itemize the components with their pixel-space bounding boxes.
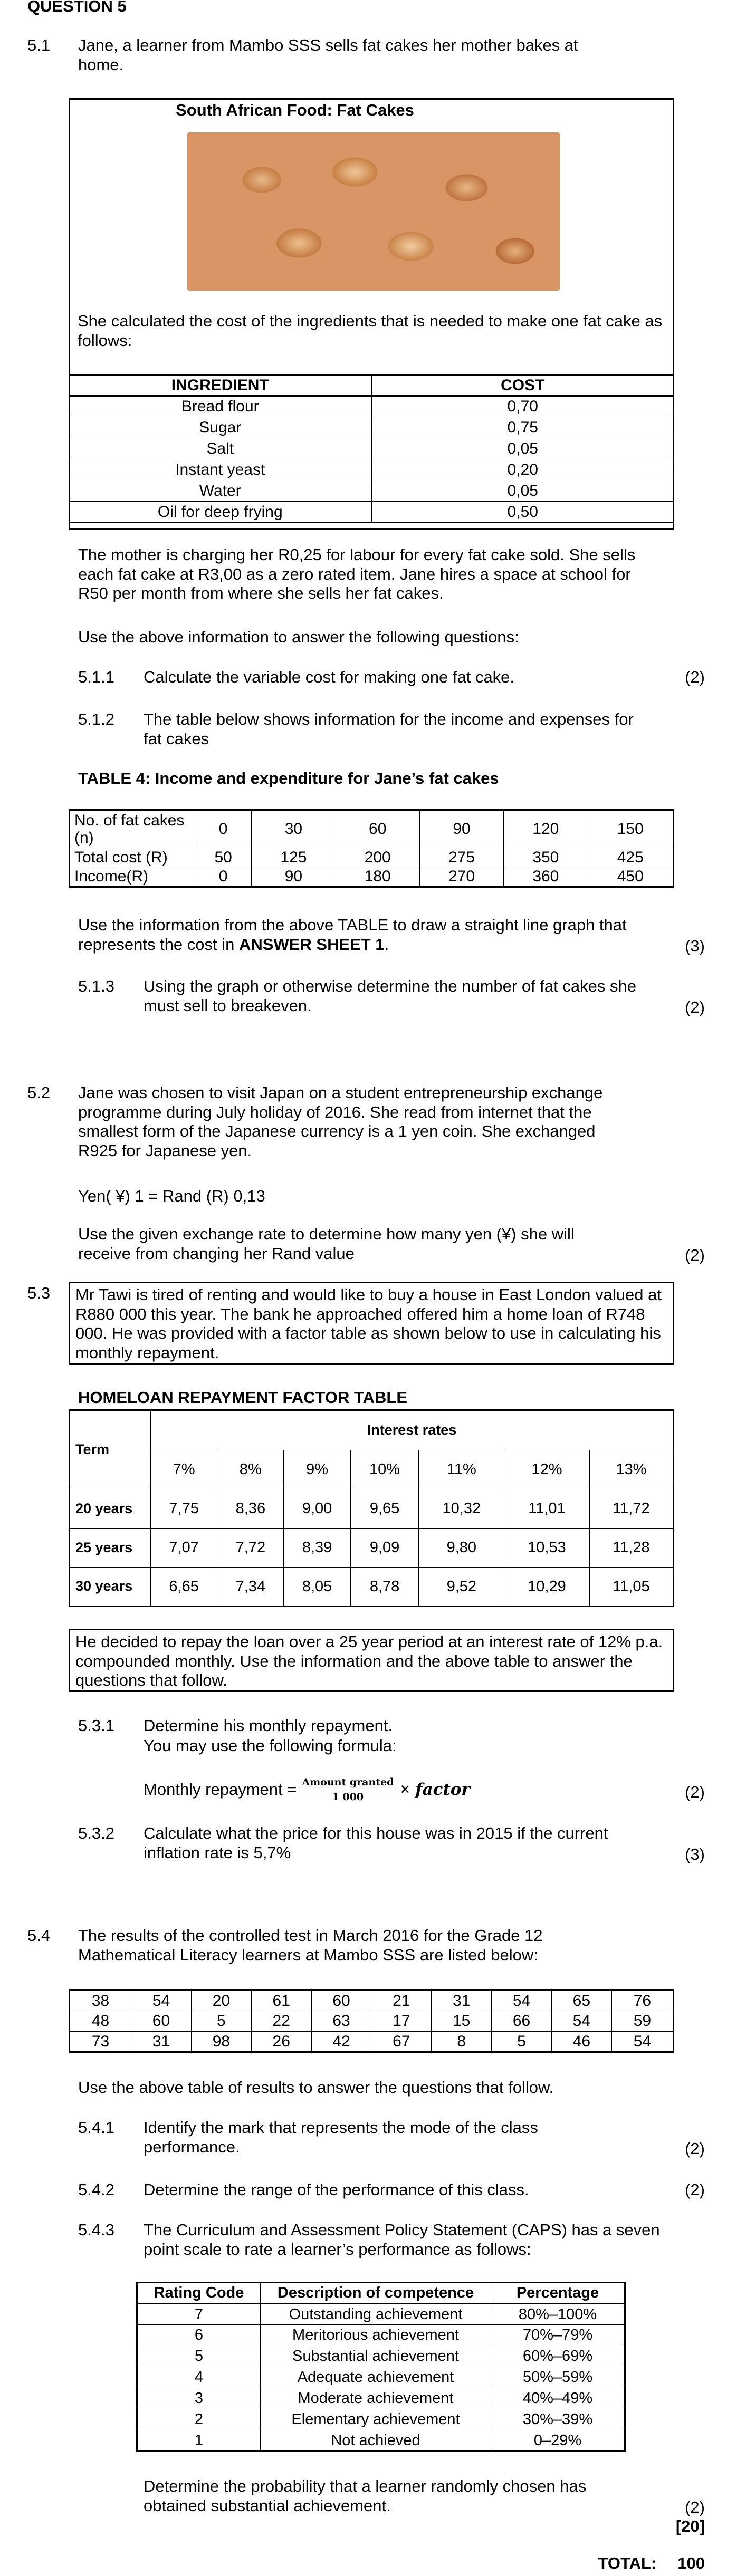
caps-code: 7 — [137, 2304, 261, 2325]
exchange-rate: Yen( ¥) 1 = Rand (R) 0,13 — [78, 1187, 265, 1205]
caps-percentage: 60%–69% — [491, 2346, 625, 2367]
result-cell: 73 — [70, 2032, 131, 2052]
caps-header: Percentage — [491, 2283, 625, 2304]
result-cell: 31 — [131, 2032, 192, 2052]
homeloan-factor-table — [69, 1409, 674, 1607]
factor-cell: 10,32 — [419, 1489, 504, 1529]
caps-description: Moderate achievement — [261, 2388, 491, 2409]
q5-4-2-number: 5.4.2 — [78, 2180, 114, 2199]
q5-4-2-mark: (2) — [685, 2180, 705, 2199]
formula-factor: factor — [415, 1780, 470, 1799]
factor-cell: 7,72 — [217, 1529, 284, 1568]
ingredient-name: Water — [69, 480, 372, 502]
caps-header: Description of competence — [261, 2283, 491, 2304]
result-cell: 76 — [611, 1991, 673, 2011]
caps-code: 2 — [137, 2409, 261, 2430]
q5-4-instruction: Use the above table of results to answer the questions that follow. — [78, 2078, 554, 2097]
ingredient-name: Oil for deep frying — [69, 502, 372, 523]
q5-1-number: 5.1 — [27, 36, 51, 54]
q5-1-3-number: 5.1.3 — [78, 977, 114, 995]
ingredient-cost: 0,50 — [371, 502, 674, 523]
result-cell: 65 — [551, 1991, 611, 2011]
factor-cell: 8,78 — [350, 1568, 419, 1607]
factor-cell: 10,53 — [504, 1529, 590, 1568]
ingredient-name: Bread flour — [69, 396, 372, 417]
total-value: 100 — [677, 2554, 705, 2572]
ingredient-name: Salt — [69, 438, 372, 459]
q5-4-3-text: The Curriculum and Assessment Policy Statement (CAPS) has a seven point scale to rate a learner’s performance as follows: — [144, 2221, 660, 2258]
q5-4-1-number: 5.4.1 — [78, 2118, 114, 2137]
ingredient-cost: 0,05 — [371, 480, 674, 502]
result-cell: 60 — [131, 2011, 192, 2032]
result-cell: 61 — [251, 1991, 311, 2011]
ingredients-table — [69, 374, 674, 523]
formula-lhs: Monthly repayment = — [144, 1780, 297, 1799]
result-cell: 42 — [311, 2032, 371, 2052]
ingredient-cost: 0,70 — [371, 396, 674, 417]
ingredient-cost: 0,75 — [371, 417, 674, 438]
table4-cell: 90 — [252, 867, 336, 887]
caps-percentage: 70%–79% — [491, 2325, 625, 2346]
repayment-info-text: He decided to repay the loan over a 25 year period at an interest rate of 12% p.a. compounded monthly. Use the information and the above table to answer the questions that follow. — [75, 1632, 663, 1690]
factor-cell: 11,28 — [589, 1529, 673, 1568]
ingredient-header: INGREDIENT — [69, 375, 372, 396]
formula-numerator: Amount granted — [301, 1776, 395, 1790]
table4-cell: 180 — [336, 867, 419, 887]
factor-cell: 8,39 — [284, 1529, 350, 1568]
factor-cell: 8,36 — [217, 1489, 284, 1529]
table4-cell: 120 — [504, 810, 588, 848]
probability-mark: (2) — [685, 2498, 705, 2516]
table4-cell: 90 — [419, 810, 503, 848]
rate-header: 12% — [504, 1450, 590, 1489]
rate-header: 8% — [217, 1450, 284, 1489]
factor-cell: 9,52 — [419, 1568, 504, 1607]
ingredient-cost: 0,20 — [371, 459, 674, 480]
caps-description: Outstanding achievement — [261, 2304, 491, 2325]
factor-cell: 9,00 — [284, 1489, 350, 1529]
table4-row-label: Income(R) — [70, 867, 195, 887]
table4-cell: 150 — [588, 810, 674, 848]
caps-description: Not achieved — [261, 2430, 491, 2452]
q5-3-1-formula-hint: You may use the following formula: — [144, 1736, 397, 1755]
rate-header: 7% — [151, 1450, 217, 1489]
graph-mark: (3) — [685, 937, 705, 955]
q5-1-2-number: 5.1.2 — [78, 710, 114, 728]
rate-header: 9% — [284, 1450, 350, 1489]
rate-header: 13% — [589, 1450, 673, 1489]
caps-percentage: 50%–59% — [491, 2367, 625, 2388]
result-cell: 8 — [432, 2032, 492, 2052]
result-cell: 5 — [191, 2011, 251, 2032]
factor-cell: 11,05 — [589, 1568, 673, 1607]
caps-percentage: 40%–49% — [491, 2388, 625, 2409]
factor-table-title: HOMELOAN REPAYMENT FACTOR TABLE — [78, 1388, 408, 1407]
factor-cell: 11,01 — [504, 1489, 590, 1529]
factor-cell: 7,75 — [151, 1489, 217, 1529]
q5-3-2-text: Calculate what the price for this house was in 2015 if the current inflation rate is 5,7% — [144, 1824, 608, 1862]
caps-percentage: 30%–39% — [491, 2409, 625, 2430]
q5-1-3-text: Using the graph or otherwise determine the number of fat cakes she must sell to breakeven. — [144, 977, 636, 1015]
labour-paragraph: The mother is charging her R0,25 for labour for every fat cake sold. She sells each fat cake at R3,00 as a zero rated item. Jane hires a space at school for R50 per month from where she sells her fat cakes. — [78, 545, 636, 603]
factor-cell: 6,65 — [151, 1568, 217, 1607]
q5-2-text: Jane was chosen to visit Japan on a student entrepreneurship exchange programme during July holiday of 2016. She read from internet that the smallest form of the Japanese currency is a 1 yen coin. She exchanged R925 for Japanese yen. — [78, 1083, 603, 1160]
q5-3-2-mark: (3) — [685, 1845, 705, 1863]
ingredient-name: Sugar — [69, 417, 372, 438]
table4-cell: 270 — [419, 867, 503, 887]
ingredient-name: Instant yeast — [69, 459, 372, 480]
result-cell: 17 — [371, 2011, 432, 2032]
total-label: TOTAL: — [598, 2554, 657, 2572]
question-heading: QUESTION 5 — [27, 0, 127, 15]
q5-3-number: 5.3 — [27, 1284, 51, 1302]
caps-percentage: 0–29% — [491, 2430, 625, 2452]
result-cell: 66 — [492, 2011, 552, 2032]
rate-header: 11% — [419, 1450, 504, 1489]
q5-1-1-text: Calculate the variable cost for making one fat cake. — [144, 668, 515, 686]
result-cell: 54 — [611, 2032, 673, 2052]
result-cell: 54 — [551, 2011, 611, 2032]
caps-code: 6 — [137, 2325, 261, 2346]
q5-2-number: 5.2 — [27, 1083, 51, 1102]
result-cell: 20 — [191, 1991, 251, 2011]
income-expenditure-table — [69, 809, 674, 888]
q5-1-1-mark: (2) — [685, 668, 705, 686]
rate-header: 10% — [350, 1450, 419, 1489]
table4-cell: 350 — [504, 848, 588, 867]
term-header: Term — [70, 1410, 151, 1489]
caps-code: 3 — [137, 2388, 261, 2409]
caps-description: Adequate achievement — [261, 2367, 491, 2388]
formula-fraction — [301, 1776, 395, 1803]
caps-code: 5 — [137, 2346, 261, 2367]
repayment-info-box — [69, 1629, 674, 1692]
table4-cell: 425 — [588, 848, 674, 867]
caps-code: 1 — [137, 2430, 261, 2452]
result-cell: 98 — [191, 2032, 251, 2052]
factor-cell: 9,80 — [419, 1529, 504, 1568]
table4-cell: 360 — [504, 867, 588, 887]
probability-question: Determine the probability that a learner randomly chosen has obtained substantial achievement. — [144, 2477, 587, 2515]
table4-cell: 50 — [195, 848, 252, 867]
result-cell: 22 — [251, 2011, 311, 2032]
fat-cakes-box — [69, 98, 674, 530]
table4-cell: 0 — [195, 810, 252, 848]
result-cell: 21 — [371, 1991, 432, 2011]
result-cell: 26 — [251, 2032, 311, 2052]
q5-1-2-text: The table below shows information for the income and expenses for fat cakes — [144, 710, 634, 748]
q5-4-text: The results of the controlled test in March 2016 for the Grade 12 Mathematical Literacy learners at Mambo SSS are listed below: — [78, 1926, 543, 1964]
q5-4-1-mark: (2) — [685, 2139, 705, 2158]
term-label: 30 years — [70, 1568, 151, 1607]
q5-3-1-number: 5.3.1 — [78, 1716, 114, 1735]
test-results-table — [69, 1989, 674, 2053]
q5-2-instruction: Use the given exchange rate to determine how many yen (¥) she will receive from changing her Rand value — [78, 1225, 575, 1263]
q5-1-1-number: 5.1.1 — [78, 668, 114, 686]
table4-row-label: Total cost (R) — [70, 848, 195, 867]
q5-3-1-text: Determine his monthly repayment. — [144, 1716, 393, 1735]
caps-description: Substantial achievement — [261, 2346, 491, 2367]
q5-3-1-mark: (2) — [685, 1783, 705, 1801]
table4-cell: 0 — [195, 867, 252, 887]
result-cell: 46 — [551, 2032, 611, 2052]
q5-4-3-number: 5.4.3 — [78, 2221, 114, 2239]
answer-sheet-ref: ANSWER SHEET 1 — [239, 935, 385, 954]
formula-times: × — [400, 1780, 410, 1799]
graph-instruction-c: . — [384, 935, 389, 954]
result-cell: 48 — [70, 2011, 131, 2032]
result-cell: 67 — [371, 2032, 432, 2052]
q5-4-2-text: Determine the range of the performance of this class. — [144, 2180, 529, 2199]
total-row — [598, 2554, 705, 2573]
q5-4-number: 5.4 — [27, 1926, 51, 1945]
caps-percentage: 80%–100% — [491, 2304, 625, 2325]
q5-3-intro-text: Mr Tawi is tired of renting and would like to buy a house in East London valued at R880 000 this year. The bank he approached offered him a home loan of R748 000. He was provided with a factor table as shown below to use in calculating his monthly repayment. — [75, 1285, 662, 1362]
caps-header: Rating Code — [137, 2283, 261, 2304]
result-cell: 59 — [611, 2011, 673, 2032]
result-cell: 60 — [311, 1991, 371, 2011]
factor-cell: 9,09 — [350, 1529, 419, 1568]
q5-3-2-number: 5.3.2 — [78, 1824, 114, 1842]
table4-cell: 200 — [336, 848, 419, 867]
repayment-formula — [144, 1771, 470, 1808]
graph-instruction-a: Use the information from the above TABLE to draw a straight line graph that represents the cost in — [78, 916, 627, 954]
q5-4-1-text: Identify the mark that represents the mode of the class performance. — [144, 2118, 538, 2156]
table4-title: TABLE 4: Income and expenditure for Jane’s fat cakes — [78, 769, 499, 787]
table4-cell: 125 — [252, 848, 336, 867]
ingredient-cost: 0,05 — [371, 438, 674, 459]
interest-rates-header: Interest rates — [151, 1410, 674, 1450]
table4-cell: 30 — [252, 810, 336, 848]
formula-denominator: 1 000 — [332, 1791, 364, 1803]
factor-cell: 9,65 — [350, 1489, 419, 1529]
q5-1-intro: Jane, a learner from Mambo SSS sells fat cakes her mother bakes at home. — [78, 36, 578, 74]
box-title: South African Food: Fat Cakes — [176, 101, 414, 119]
table4-row-label: No. of fat cakes (n) — [70, 810, 195, 848]
q5-3-intro-box — [69, 1282, 674, 1365]
caps-code: 4 — [137, 2367, 261, 2388]
result-cell: 54 — [131, 1991, 192, 2011]
result-cell: 5 — [492, 2032, 552, 2052]
cost-header: COST — [371, 375, 674, 396]
result-cell: 54 — [492, 1991, 552, 2011]
fat-cakes-photo-icon — [187, 132, 560, 291]
caps-description: Meritorious achievement — [261, 2325, 491, 2346]
table4-cell: 275 — [419, 848, 503, 867]
caps-rating-table — [136, 2282, 626, 2452]
factor-cell: 7,07 — [151, 1529, 217, 1568]
factor-cell: 8,05 — [284, 1568, 350, 1607]
caps-description: Elementary achievement — [261, 2409, 491, 2430]
term-label: 25 years — [70, 1529, 151, 1568]
factor-cell: 10,29 — [504, 1568, 590, 1607]
graph-instruction — [78, 916, 637, 954]
factor-cell: 11,72 — [589, 1489, 673, 1529]
result-cell: 15 — [432, 2011, 492, 2032]
term-label: 20 years — [70, 1489, 151, 1529]
q5-1-3-mark: (2) — [685, 998, 705, 1016]
table4-cell: 60 — [336, 810, 419, 848]
table4-cell: 450 — [588, 867, 674, 887]
result-cell: 63 — [311, 2011, 371, 2032]
q5-2-mark: (2) — [685, 1246, 705, 1264]
section-total: [20] — [675, 2517, 705, 2535]
use-info-text: Use the above information to answer the following questions: — [78, 628, 519, 646]
result-cell: 38 — [70, 1991, 131, 2011]
ingredient-calc-text: She calculated the cost of the ingredients that is needed to make one fat cake as follows: — [78, 312, 663, 350]
factor-cell: 7,34 — [217, 1568, 284, 1607]
result-cell: 31 — [432, 1991, 492, 2011]
